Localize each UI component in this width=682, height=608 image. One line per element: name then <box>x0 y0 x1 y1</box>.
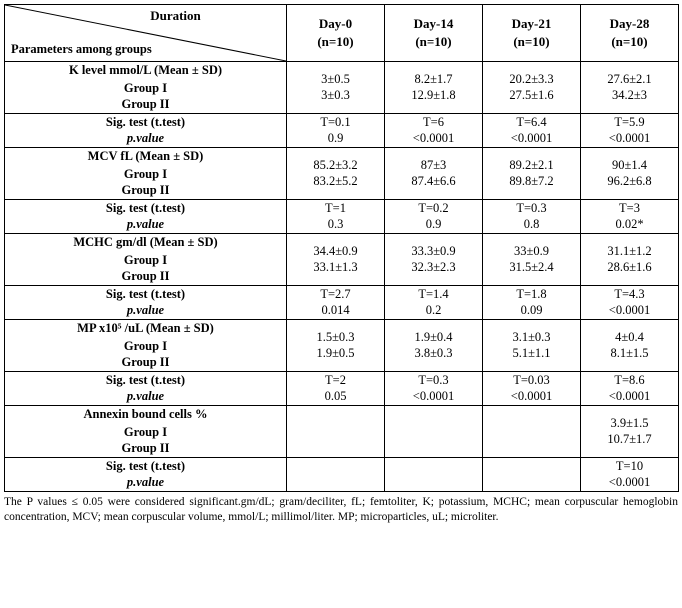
table-row <box>5 113 679 148</box>
block-2-day-0-sig-test: T=2.7 <box>320 286 351 301</box>
block-3-day-21-stats <box>483 371 581 406</box>
block-1-day-0-stats <box>287 199 385 234</box>
block-0-day-21-group-ii: 27.5±1.6 <box>509 88 554 103</box>
block-0-day-21-sig-test: T=6.4 <box>516 114 547 129</box>
block-2-group-ii-label: Group II <box>121 269 170 283</box>
duration-label: Duration <box>150 8 201 23</box>
column-header-day-0-name: Day-0 <box>318 16 353 32</box>
table-row <box>5 457 679 492</box>
block-0-day-0-p-value: 0.9 <box>327 131 344 146</box>
table-row <box>5 62 679 114</box>
block-4-group-ii-label: Group II <box>121 441 170 455</box>
block-3-day-0-stats <box>287 371 385 406</box>
column-header-day-28-name: Day-28 <box>609 16 650 32</box>
block-4-day-28-sig-test: T=10 <box>615 458 644 473</box>
block-4-day-0-values <box>287 406 385 458</box>
block-3-day-21-p-value: <0.0001 <box>510 389 553 404</box>
block-3-label <box>5 320 287 372</box>
block-1-day-28-sig-test: T=3 <box>619 200 640 215</box>
table-row <box>5 199 679 234</box>
block-4-label <box>5 406 287 458</box>
block-0-title: K level mmol/L (Mean ± SD) <box>68 63 223 77</box>
block-2-day-14-sig-test: T=1.4 <box>418 286 449 301</box>
block-2-day-28-values <box>581 234 679 286</box>
block-0-day-28-group-i: 27.6±2.1 <box>607 71 652 86</box>
column-header-day-21-n: (n=10) <box>513 34 550 49</box>
block-1-day-28-stats <box>581 199 679 234</box>
block-3-day-21-group-ii: 5.1±1.1 <box>512 346 551 361</box>
block-1-label <box>5 148 287 200</box>
table-row <box>5 406 679 458</box>
block-2-day-28-stats <box>581 285 679 320</box>
block-0-day-21-stats <box>483 113 581 148</box>
block-1-day-21-p-value: 0.8 <box>523 217 540 232</box>
block-1-day-21-group-i: 89.2±2.1 <box>509 157 554 172</box>
block-0-day-21-values <box>483 62 581 114</box>
block-4-day-14-values <box>385 406 483 458</box>
block-4-sig-test-label: Sig. test (t.test) <box>105 458 186 473</box>
block-2-day-21-stats <box>483 285 581 320</box>
block-3-day-28-stats <box>581 371 679 406</box>
block-0-day-28-group-ii: 34.2±3 <box>612 88 647 103</box>
block-1-day-14-stats <box>385 199 483 234</box>
block-2-day-21-group-i: 33±0.9 <box>514 243 549 258</box>
block-1-day-0-sig-test: T=1 <box>325 200 346 215</box>
block-0-day-14-group-ii: 12.9±1.8 <box>411 88 456 103</box>
block-3-p-value-label: p.value <box>126 389 165 404</box>
table-row <box>5 148 679 200</box>
block-0-day-14-group-i: 8.2±1.7 <box>414 71 453 86</box>
block-2-day-21-values <box>483 234 581 286</box>
block-3-day-28-sig-test: T=8.6 <box>614 372 645 387</box>
column-header-day-28-n: (n=10) <box>611 34 648 49</box>
block-1-day-0-values <box>287 148 385 200</box>
block-3-stat-label <box>5 371 287 406</box>
block-1-sig-test-label: Sig. test (t.test) <box>105 200 186 215</box>
block-2-title: MCHC gm/dl (Mean ± SD) <box>73 235 218 249</box>
table-row <box>5 234 679 286</box>
block-0-group-i-label: Group I <box>123 80 168 95</box>
block-4-day-21-values <box>483 406 581 458</box>
block-3-day-14-p-value: <0.0001 <box>412 389 455 404</box>
column-header-day-21-name: Day-21 <box>511 16 552 32</box>
column-header-day-0-n: (n=10) <box>317 34 354 49</box>
block-1-day-0-group-i: 85.2±3.2 <box>313 157 358 172</box>
block-4-stat-label <box>5 457 287 492</box>
block-0-group-ii-label: Group II <box>121 97 170 111</box>
block-1-day-21-values <box>483 148 581 200</box>
block-3-group-i-label: Group I <box>123 338 168 353</box>
block-0-stat-label <box>5 113 287 148</box>
block-3-group-ii-label: Group II <box>121 355 170 369</box>
block-3-day-0-sig-test: T=2 <box>325 372 346 387</box>
block-4-day-0-stats <box>287 457 385 492</box>
block-1-group-ii-label: Group II <box>121 183 170 197</box>
block-4-day-21-stats <box>483 457 581 492</box>
block-2-day-14-p-value: 0.2 <box>425 303 442 318</box>
block-4-day-28-values <box>581 406 679 458</box>
block-0-day-0-sig-test: T=0.1 <box>320 114 351 129</box>
block-3-day-28-group-ii: 8.1±1.5 <box>610 346 649 361</box>
block-1-day-21-sig-test: T=0.3 <box>516 200 547 215</box>
block-2-day-28-sig-test: T=4.3 <box>614 286 645 301</box>
block-2-day-28-p-value: <0.0001 <box>608 303 651 318</box>
table-row <box>5 320 679 372</box>
block-0-day-0-stats <box>287 113 385 148</box>
block-3-day-0-values <box>287 320 385 372</box>
column-header-day-0 <box>287 5 385 62</box>
block-1-day-28-group-ii: 96.2±6.8 <box>607 174 652 189</box>
block-0-day-14-p-value: <0.0001 <box>412 131 455 146</box>
table-row <box>5 371 679 406</box>
block-0-day-28-stats <box>581 113 679 148</box>
block-0-day-14-values <box>385 62 483 114</box>
block-3-day-0-p-value: 0.05 <box>324 389 347 404</box>
block-2-day-28-group-i: 31.1±1.2 <box>607 243 652 258</box>
block-0-day-28-sig-test: T=5.9 <box>614 114 645 129</box>
block-2-day-14-group-i: 33.3±0.9 <box>411 243 456 258</box>
block-3-day-0-group-ii: 1.9±0.5 <box>316 346 355 361</box>
block-1-group-i-label: Group I <box>123 166 168 181</box>
block-3-day-14-group-i: 1.9±0.4 <box>414 329 453 344</box>
block-0-sig-test-label: Sig. test (t.test) <box>105 114 186 129</box>
block-0-day-14-sig-test: T=6 <box>423 114 444 129</box>
block-0-day-14-stats <box>385 113 483 148</box>
block-2-day-14-group-ii: 32.3±2.3 <box>411 260 456 275</box>
block-0-p-value-label: p.value <box>126 131 165 146</box>
block-4-day-28-p-value: <0.0001 <box>608 475 651 490</box>
block-3-day-14-sig-test: T=0.3 <box>418 372 449 387</box>
block-2-day-28-group-ii: 28.6±1.6 <box>607 260 652 275</box>
block-2-day-0-group-i: 34.4±0.9 <box>313 243 358 258</box>
block-2-day-21-group-ii: 31.5±2.4 <box>509 260 554 275</box>
block-1-day-21-group-ii: 89.8±7.2 <box>509 174 554 189</box>
block-2-day-0-values <box>287 234 385 286</box>
block-0-day-0-group-i: 3±0.5 <box>321 71 350 86</box>
block-1-day-14-values <box>385 148 483 200</box>
block-0-day-28-values <box>581 62 679 114</box>
block-1-day-14-group-ii: 87.4±6.6 <box>411 174 456 189</box>
block-1-day-28-values <box>581 148 679 200</box>
column-header-day-28 <box>581 5 679 62</box>
block-1-day-0-p-value: 0.3 <box>327 217 344 232</box>
block-4-day-28-group-ii: 10.7±1.7 <box>607 432 652 447</box>
block-4-day-14-stats <box>385 457 483 492</box>
block-3-day-21-sig-test: T=0.03 <box>513 372 550 387</box>
block-1-day-14-group-i: 87±3 <box>420 157 447 172</box>
block-2-group-i-label: Group I <box>123 252 168 267</box>
block-2-label <box>5 234 287 286</box>
block-1-day-21-stats <box>483 199 581 234</box>
column-header-day-14-n: (n=10) <box>415 34 452 49</box>
block-3-sig-test-label: Sig. test (t.test) <box>105 372 186 387</box>
block-2-sig-test-label: Sig. test (t.test) <box>105 286 186 301</box>
results-table <box>4 4 679 492</box>
block-2-day-21-sig-test: T=1.8 <box>516 286 547 301</box>
block-3-day-21-values <box>483 320 581 372</box>
block-1-title: MCV fL (Mean ± SD) <box>87 149 204 163</box>
block-3-day-28-group-i: 4±0.4 <box>615 329 644 344</box>
block-2-day-14-values <box>385 234 483 286</box>
block-1-stat-label <box>5 199 287 234</box>
parameters-label: Parameters among groups <box>11 42 152 56</box>
column-header-day-21 <box>483 5 581 62</box>
block-1-day-28-p-value: 0.02* <box>615 217 644 232</box>
block-3-day-14-stats <box>385 371 483 406</box>
block-4-p-value-label: p.value <box>126 475 165 490</box>
block-3-title: MP x10⁵ /uL (Mean ± SD) <box>77 321 214 335</box>
block-4-day-28-stats <box>581 457 679 492</box>
block-0-day-0-values <box>287 62 385 114</box>
block-0-label <box>5 62 287 114</box>
block-1-p-value-label: p.value <box>126 217 165 232</box>
block-1-day-0-group-ii: 83.2±5.2 <box>313 174 358 189</box>
block-0-day-21-group-i: 20.2±3.3 <box>509 71 554 86</box>
block-2-day-14-stats <box>385 285 483 320</box>
header-diagonal-cell <box>5 5 287 62</box>
block-4-day-28-group-i: 3.9±1.5 <box>610 415 649 430</box>
block-4-group-i-label: Group I <box>123 424 168 439</box>
block-3-day-14-values <box>385 320 483 372</box>
block-0-day-21-p-value: <0.0001 <box>510 131 553 146</box>
column-header-day-14 <box>385 5 483 62</box>
block-3-day-28-p-value: <0.0001 <box>608 389 651 404</box>
table-footnote: The P values ≤ 0.05 were considered significant.gm/dL; gram/deciliter, fL; femtoliter, K; potassium, MCHC; mean corpuscular hemoglobin concentration, MCV; mean corpuscular volume, mmol/L; millimol/liter. MP; microparticles, uL; microliter. <box>4 496 678 523</box>
block-0-day-0-group-ii: 3±0.3 <box>321 88 350 103</box>
block-2-day-0-group-ii: 33.1±1.3 <box>313 260 358 275</box>
block-1-day-14-sig-test: T=0.2 <box>418 200 449 215</box>
block-3-day-0-group-i: 1.5±0.3 <box>316 329 355 344</box>
block-1-day-28-group-i: 90±1.4 <box>612 157 647 172</box>
block-2-p-value-label: p.value <box>126 303 165 318</box>
block-2-day-0-stats <box>287 285 385 320</box>
block-3-day-14-group-ii: 3.8±0.3 <box>414 346 453 361</box>
block-3-day-28-values <box>581 320 679 372</box>
table-header-row <box>5 5 679 62</box>
column-header-day-14-name: Day-14 <box>413 16 454 32</box>
block-4-title: Annexin bound cells % <box>83 407 208 421</box>
block-1-day-14-p-value: 0.9 <box>425 217 442 232</box>
block-2-day-0-p-value: 0.014 <box>321 303 350 318</box>
block-2-day-21-p-value: 0.09 <box>520 303 543 318</box>
block-0-day-28-p-value: <0.0001 <box>608 131 651 146</box>
block-3-day-21-group-i: 3.1±0.3 <box>512 329 551 344</box>
table-row <box>5 285 679 320</box>
block-2-stat-label <box>5 285 287 320</box>
